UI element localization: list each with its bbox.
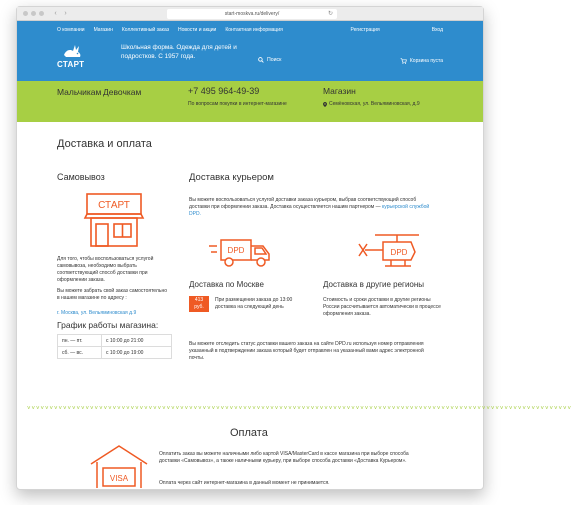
shop-address-text: Семёновская, ул. Вельяминовская, д.9: [329, 101, 420, 107]
cart-button[interactable]: [400, 58, 443, 64]
cart-label: Корзина пуста: [409, 58, 443, 64]
payment-text-1: Оплатить заказ вы можете наличными либо картой VISA/MasterCard в кассе магазина при выборе способа доставки «Самовывоз», а также наличными курьеру, при выборе способа доставки «Доставка Курьером».: [159, 451, 409, 464]
pickup-address-link[interactable]: г. Москва, ул. Вельяминовская д.9: [57, 310, 137, 316]
decorative-divider: ˅˅˅˅˅˅˅˅˅˅˅˅˅˅˅˅˅˅˅˅˅˅˅˅˅˅˅˅˅˅˅˅˅˅˅˅˅˅˅˅˅˅˅˅˅˅˅˅˅˅˅˅˅˅˅˅˅˅˅˅˅˅˅˅˅˅˅˅˅˅˅˅˅˅˅˅˅˅˅˅˅˅˅˅˅˅˅˅˅˅˅˅˅˅˅˅˅˅˅˅˅˅˅˅˅˅˅˅˅˅˅˅˅˅˅˅˅˅˅˅˅: [27, 406, 572, 412]
price-badge: [189, 296, 209, 312]
site-header: [17, 21, 483, 81]
payment-text-2: Оплата через сайт интернет-магазина в данный момент не принимается.: [159, 480, 330, 486]
moscow-delivery-heading: Доставка по Москве: [189, 280, 264, 289]
login-link[interactable]: Вход: [431, 27, 443, 33]
category-girls[interactable]: Девочкам: [103, 87, 142, 97]
page-title: Доставка и оплата: [57, 138, 152, 150]
pickup-text-1: Для того, чтобы воспользоваться услугой самовывоза, необходимо выбрать соответствующий способ доставки при оформлении заказа.: [57, 256, 154, 283]
browser-toolbar: [17, 7, 483, 21]
helicopter-label: DPD: [390, 248, 408, 257]
account-links: [350, 27, 443, 33]
pickup-heading: Самовывоз: [57, 172, 105, 182]
courier-heading: Доставка курьером: [189, 172, 274, 183]
main-content: [17, 122, 572, 490]
delivery-truck-icon: [209, 234, 275, 270]
map-pin-icon: [323, 102, 327, 107]
courier-intro: [189, 197, 434, 218]
browser-window: [16, 6, 572, 490]
search-label: Поиск: [267, 57, 282, 63]
helicopter-icon: [353, 232, 429, 272]
logo-text: СТАРТ: [57, 60, 85, 69]
shop-sign-text: СТАРТ: [98, 200, 130, 211]
shop-icon: [81, 190, 147, 248]
nav-news[interactable]: Новости и акции: [177, 27, 217, 33]
schedule-hours: с 10:00 до 19:00: [102, 347, 172, 359]
regions-delivery-text: Стоимость и сроки доставки в другие регионы России рассчитывается автоматически в процессе оформления заказа.: [323, 297, 441, 317]
table-row: [58, 347, 172, 359]
shop-title: Магазин: [323, 86, 356, 96]
zoom-window-button[interactable]: [39, 11, 44, 16]
payment-heading: Оплата: [230, 427, 268, 439]
phone-note: По вопросам покупки в интернет-магазине: [188, 101, 287, 107]
nav-group-order[interactable]: Коллективный заказ: [121, 27, 169, 33]
schedule-heading: График работы магазина:: [57, 320, 159, 330]
nav-contacts[interactable]: Контактная информация: [225, 27, 283, 33]
search-button[interactable]: [258, 57, 281, 63]
back-arrow-icon[interactable]: ‹: [54, 10, 57, 17]
reload-icon[interactable]: ↻: [327, 11, 333, 17]
moscow-delivery-text: При размещении заказа до 13:00 доставка на следующий день: [215, 297, 293, 310]
category-bar: [17, 81, 483, 122]
schedule-hours: с 10:00 до 21:00: [102, 335, 172, 347]
register-link[interactable]: Регистрация: [350, 27, 380, 33]
forward-arrow-icon[interactable]: ›: [64, 10, 67, 17]
card-payment-icon: [87, 442, 151, 488]
table-row: [58, 335, 172, 347]
search-icon: [258, 57, 264, 63]
regions-delivery-heading: Доставка в другие регионы: [323, 280, 425, 289]
site-logo[interactable]: [57, 43, 93, 69]
shop-address[interactable]: [323, 101, 420, 107]
close-window-button[interactable]: [23, 11, 28, 16]
cart-icon: [400, 58, 407, 64]
dpd-partner-link[interactable]: курьерской службой DPD.: [189, 204, 430, 217]
address-bar[interactable]: start-moskva.ru/delivery/: [167, 9, 337, 19]
card-label: VISA: [109, 474, 129, 483]
category-boys[interactable]: Мальчикам: [57, 87, 102, 97]
price-unit: руб.: [194, 304, 204, 310]
tracking-text: Вы можете отследить статус доставки вашего заказа на сайте DPD.ru используя номер отправления указанный в подтверждении заказа который будет отправлен на указанный вами адрес электронной почты.: [189, 341, 424, 361]
top-navigation: [57, 27, 283, 33]
price-amount: 413: [194, 297, 204, 303]
nav-shop[interactable]: Магазин: [93, 27, 113, 33]
schedule-table: [57, 334, 172, 359]
phone-number[interactable]: +7 495 964-49-39: [188, 86, 260, 96]
schedule-days: пн. — пт.: [58, 335, 102, 347]
schedule-days: сб. — вс.: [58, 347, 102, 359]
courier-intro-text: Вы можете воспользоваться услугой доставки заказа курьером, выбрав соответствующий способ доставки при оформлении заказа. Доставка осуществляется нашим партнером —: [189, 197, 417, 210]
minimize-window-button[interactable]: [31, 11, 36, 16]
truck-label: DPD: [227, 246, 245, 255]
rabbit-logo-icon: [61, 43, 83, 59]
site-tagline: Школьная форма. Одежда для детей и подростков. С 1957 года.: [121, 44, 237, 60]
pickup-text-2: Вы можете забрать свой заказ самостоятельно в нашем магазине по адресу :: [57, 288, 167, 301]
nav-about[interactable]: О компании: [57, 27, 85, 33]
